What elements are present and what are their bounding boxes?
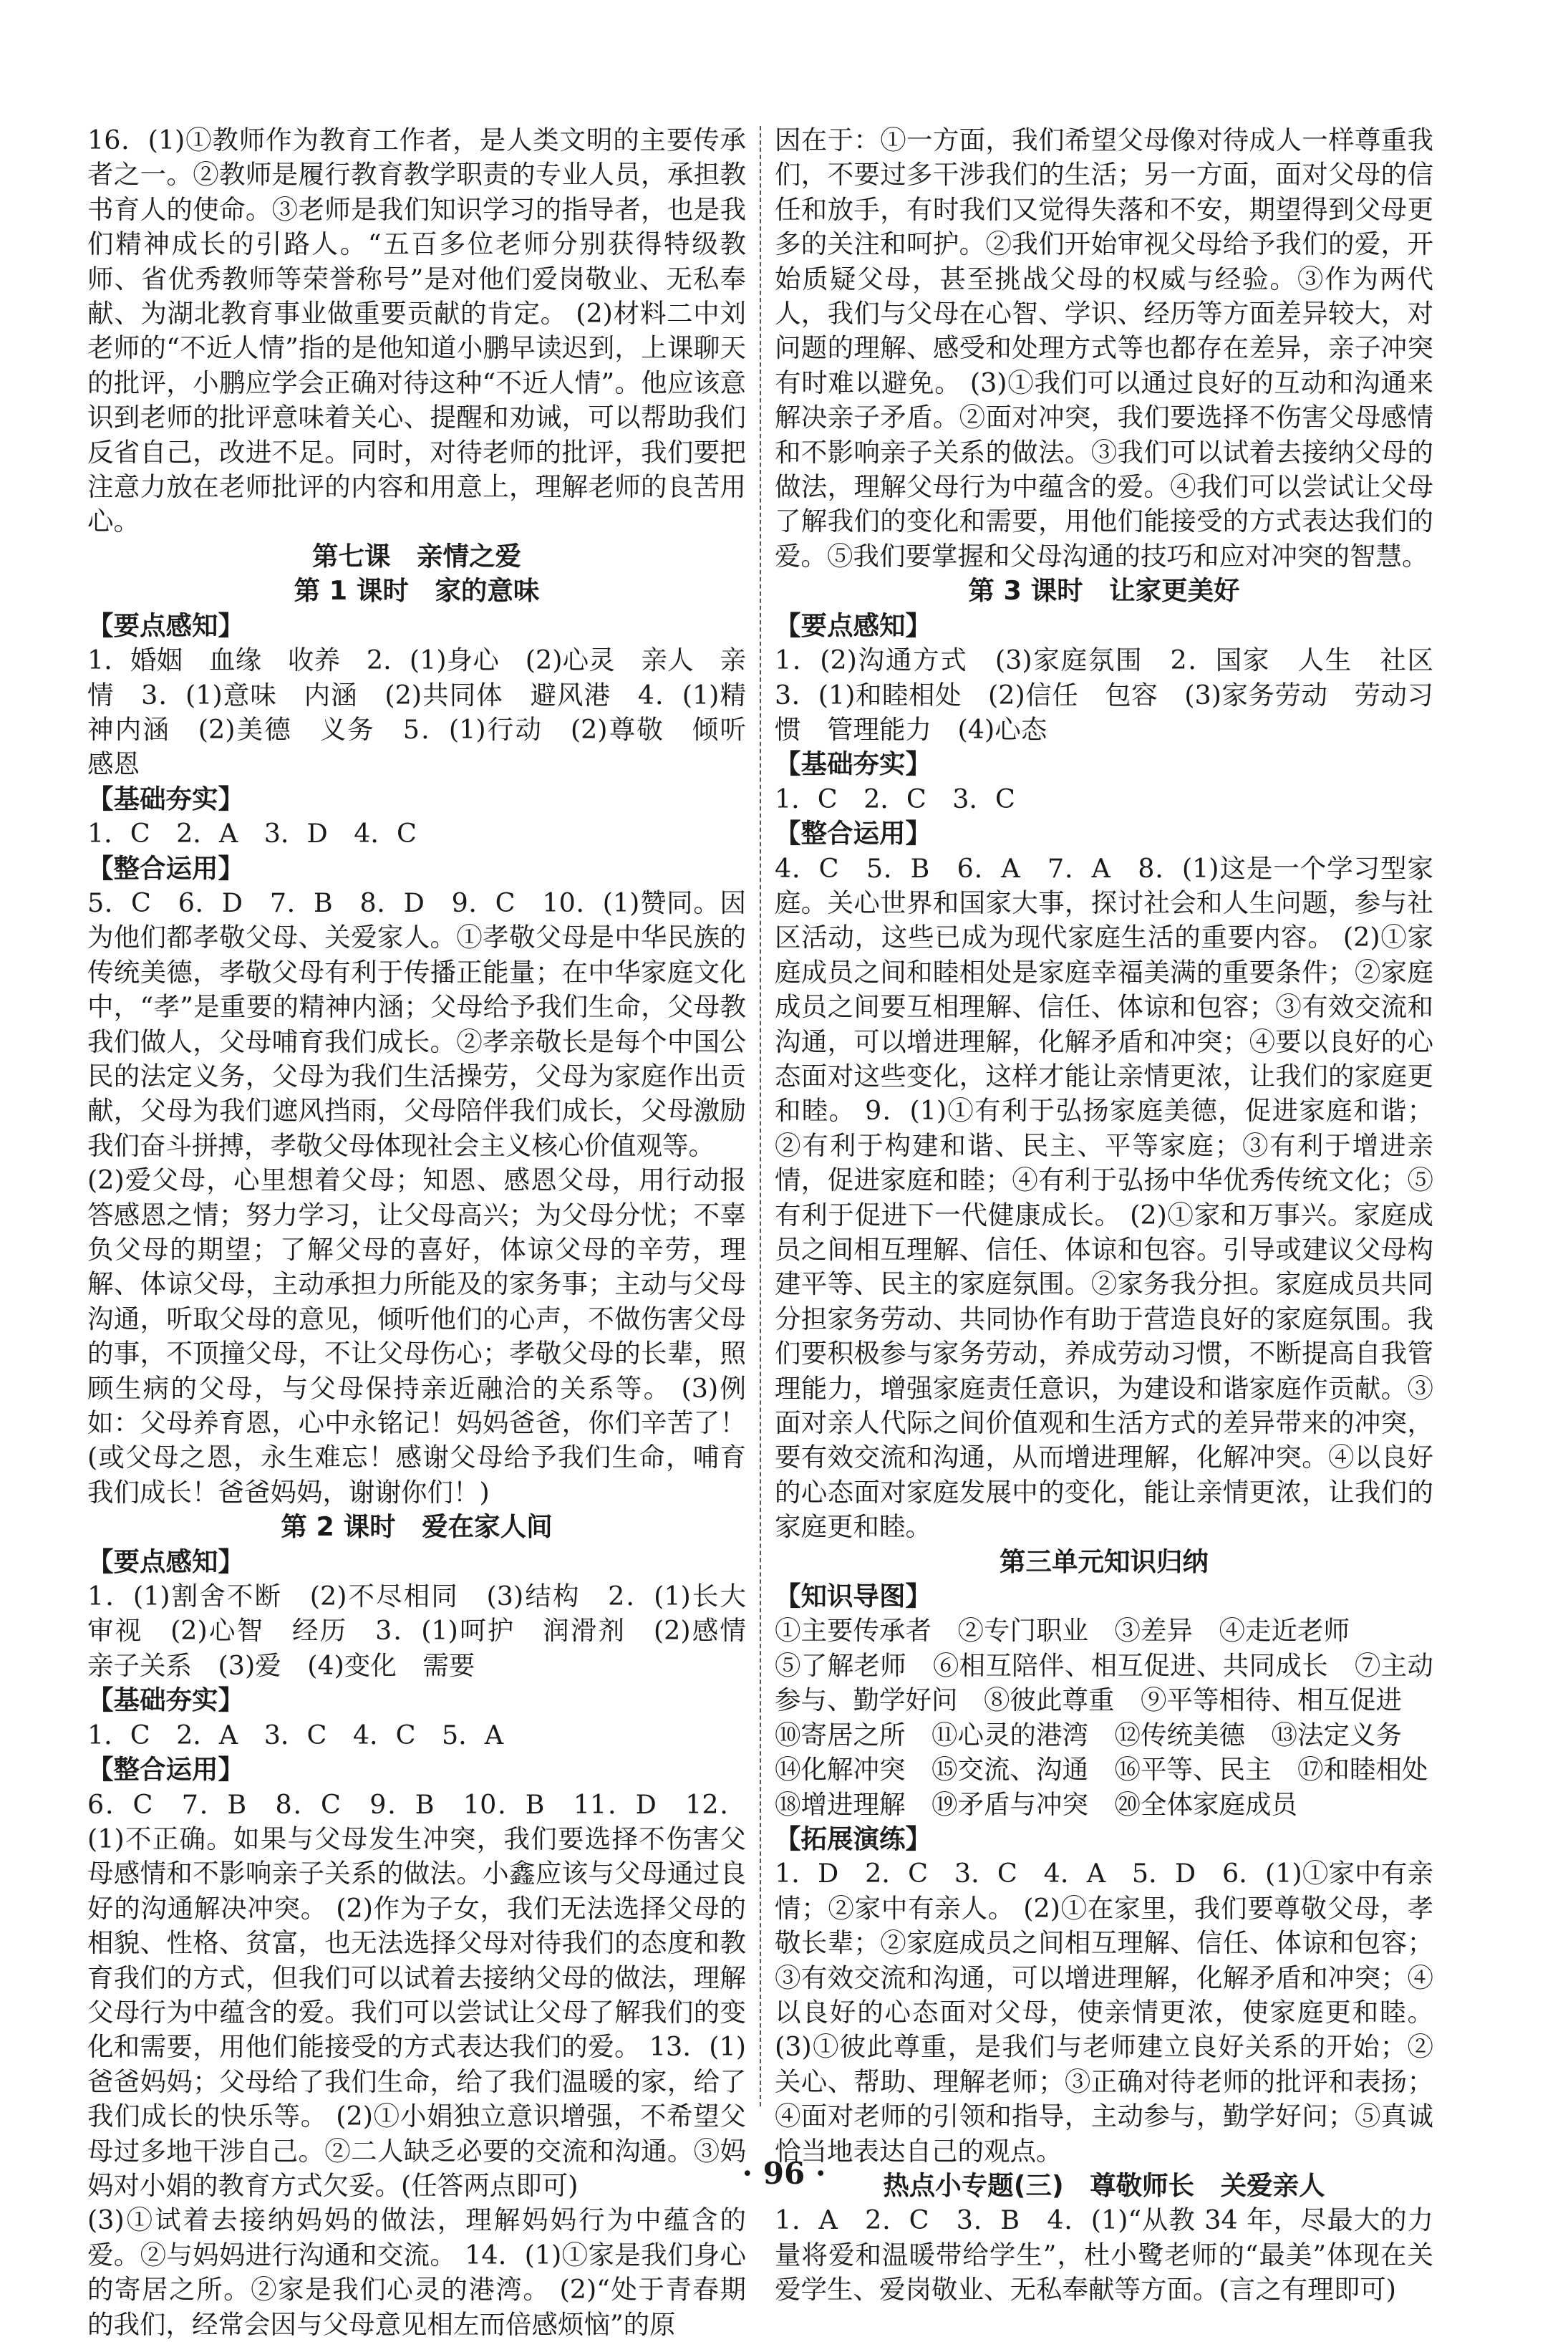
section-heading: 【基础夯实】 <box>775 748 931 780</box>
integrated-answers-cont: (2)爱父母，心里想着父母；知恩、感恩父母，用行动报答感恩之情；努力学习，让父母高兴；为父母分忧；不辜负父母的期望；了解父母的喜好，体谅父母的辛劳，理解、体谅父母，主动承担力所能及的家务事；主动与父母沟通，听取父母的意见，倾听他们的心声，不做伤害父母的事，不顶撞父母，不让父母伤心；孝敬父母的长辈，照顾生病的父母，与父母保持亲近融洽的关系等。 (3)例如：父母养育恩，心中永铭记！妈妈爸爸，你们辛苦了！(或父母之恩，永生难忘！感谢父母给予我们生命，哺育我们成长！爸爸妈妈，谢谢你们！) <box>87 1165 746 1508</box>
hot-topic-answers: 1．A 2．C 3．B 4．(1)“从教 34 年，尽最大的力量将爱和温暖带给学生”，杜小鹭老师的“最美”体现在关爱学生、爱岗敬业、无私奉献等方面。(言之有理即可) <box>775 2204 1433 2305</box>
section-heading: 【基础夯实】 <box>87 1685 244 1716</box>
left-column <box>87 123 773 2342</box>
key-points-answers: 1．(2)沟通方式 (3)家庭氛围 2．国家 人生 社区 3．(1)和睦相处 (2)信任 包容 (3)家务劳动 劳动习惯 管理能力 (4)心态 <box>775 645 1460 745</box>
knowledge-map-line: ⑱增进理解 ⑲矛盾与冲突 ⑳全体家庭成员 <box>775 1788 1297 1820</box>
integrated-answers: 5．C 6．D 7．B 8．D 9．C 10．(1)赞同。因为他们都孝敬父母、关爱家人。①孝敬父母是中华民族的传统美德，孝敬父母有利于传播正能量；在中华家庭文化中，“孝”是重要的精神内涵；父母给予我们生命，父母教我们做人，父母哺育我们成长。②孝亲敬长是每个中国公民的法定义务，父母为我们生活操劳，父母为家庭作出贡献，父母为我们遮风挡雨，父母陪伴我们成长，父母激励我们奋斗拼搏，孝敬父母体现社会主义核心价值观等。 <box>87 887 746 1161</box>
knowledge-map-line: ⑭化解冲突 ⑮交流、沟通 ⑯平等、民主 ⑰和睦相处 <box>775 1754 1428 1786</box>
key-points-answers: 1．(1)割舍不断 (2)不尽相同 (3)结构 2．(1)长大 审视 (2)心智 经历 3．(1)呵护 润滑剂 (2)感情 亲子关系 (3)爱 (4)变化 需要 <box>87 1581 773 1681</box>
unit-3-summary-title: 第三单元知识归纳 <box>1000 1546 1209 1577</box>
basic-answers: 1．C 2．A 3．C 4．C 5．A <box>87 1719 504 1750</box>
answer-continuation: 因在于：①一方面，我们希望父母像对待成人一样尊重我们，不要过多干涉我们的生活；另一方面，面对父母的信任和放手，有时我们又觉得失落和不安，期望得到父母更多的关注和呵护。②我们开始审视父母给予我们的爱，开始质疑父母，甚至挑战父母的权威与经验。③作为两代人，我们与父母在心智、学识、经历等方面差异较大，对问题的理解、感受和处理方式等也都存在差异，亲子冲突有时难以避免。 (3)①我们可以通过良好的互动和沟通来解决亲子矛盾。②面对冲突，我们要选择不伤害父母感情和不影响亲子关系的做法。③我们可以试着去接纳父母的做法，理解父母行为中蕴含的爱。④我们可以尝试让父母了解我们的变化和需要，用他们能接受的方式表达我们的爱。⑤我们要掌握和父母沟通的技巧和应对冲突的智慧。 <box>775 125 1433 572</box>
section-heading: 【整合运用】 <box>87 1754 244 1786</box>
hot-topic-title: 热点小专题(三) 尊敬师长 关爱亲人 <box>883 2169 1325 2201</box>
section-heading: 【要点感知】 <box>87 1546 244 1577</box>
basic-answers: 1．C 2．C 3．C <box>775 783 1015 814</box>
lesson-1-title: 第 1 课时 家的意味 <box>294 575 540 607</box>
key-points-answers: 1．婚姻 血缘 收养 2．(1)身心 (2)心灵 亲人 亲情 3．(1)意味 内涵 (2)共同体 避风港 4．(1)精神内涵 (2)美德 义务 5．(1)行动 (2)尊敬 倾听 感恩 <box>87 645 773 780</box>
lesson-7-title: 第七课 亲情之爱 <box>312 540 521 572</box>
lesson-2-title: 第 2 课时 爱在家人间 <box>281 1511 553 1543</box>
section-heading: 【要点感知】 <box>775 609 931 641</box>
page-number: · 96 · <box>742 2156 826 2191</box>
knowledge-map-line: ⑩寄居之所 ⑪心灵的港湾 ⑫传统美德 ⑬法定义务 <box>775 1719 1402 1750</box>
section-heading: 【知识导图】 <box>775 1581 931 1612</box>
column-divider <box>760 126 761 2106</box>
extension-answers: 1．D 2．C 3．C 4．A 5．D 6．(1)①家中有亲情；②家中有亲人。 (2)①在家里，我们要尊敬父母，孝敬长辈；②家庭成员之间相互理解、信任、体谅和包容；③有效交流和沟通，可以增进理解，化解矛盾和冲突；④以良好的心态面对父母，使亲情更浓，使家庭更和睦。 (3)①彼此尊重，是我们与老师建立良好关系的开始；②关心、帮助、理解老师；③正确对待老师的批评和表扬；④面对老师的引领和指导，主动参与，勤学好问；⑤真诚恰当地表达自己的观点。 <box>775 1858 1433 2167</box>
answer-16: 16．(1)①教师作为教育工作者，是人类文明的主要传承者之一。②教师是履行教育教学职责的专业人员，承担教书育人的使命。③老师是我们知识学习的指导者，也是我们精神成长的引路人。“五百多位老师分别获得特级教师、省优秀教师等荣誉称号”是对他们爱岗敬业、无私奉献、为湖北教育事业做重要贡献的肯定。 (2)材料二中刘老师的“不近人情”指的是他知道小鹏早读迟到，上课聊天的批评，小鹏应学会正确对待这种“不近人情”。他应该意识到老师的批评意味着关心、提醒和劝诫，可以帮助我们反省自己，改进不足。同时，对待老师的批评，我们要把注意力放在老师批评的内容和用意上，理解老师的良苦用心。 <box>87 125 746 537</box>
lesson-3-title: 第 3 课时 让家更美好 <box>968 575 1240 607</box>
right-column <box>775 123 1460 2308</box>
integrated-answers-cont: (3)①试着去接纳妈妈的做法，理解妈妈行为中蕴含的爱。②与妈妈进行沟通和交流。 14．(1)①家是我们身心的寄居之所。②家是我们心灵的港湾。 (2)“处于青春期的我们，经常会因与父母意见相左而倍感烦恼”的原 <box>87 2204 746 2340</box>
section-heading: 【整合运用】 <box>775 818 931 849</box>
knowledge-map-line: ⑤了解老师 ⑥相互陪伴、相互促进、共同成长 ⑦主动参与、勤学好问 ⑧彼此尊重 ⑨平等相待、相互促进 <box>775 1649 1433 1716</box>
integrated-answers: 4．C 5．B 6．A 7．A 8．(1)这是一个学习型家庭。关心世界和国家大事，探讨社会和人生问题，参与社区活动，这些已成为现代家庭生活的重要内容。 (2)①家庭成员之间和睦相处是家庭幸福美满的重要条件；②家庭成员之间要互相理解、信任、体谅和包容；③有效交流和沟通，可以增进理解，化解矛盾和冲突；④要以良好的心态面对这些变化，这样才能让亲情更浓，让我们的家庭更和睦。 9．(1)①有利于弘扬家庭美德，促进家庭和谐；②有利于构建和谐、民主、平等家庭；③有利于增进亲情，促进家庭和睦；④有利于弘扬中华优秀传统文化；⑤有利于促进下一代健康成长。 (2)①家和万事兴。家庭成员之间相互理解、信任、体谅和包容。引导或建议父母构建平等、民主的家庭氛围。②家务我分担。家庭成员共同分担家务劳动、共同协作有助于营造良好的家庭氛围。我们要积极参与家务劳动，养成劳动习惯，不断提高自我管理能力，增强家庭责任意识，为建设和谐家庭作贡献。③面对亲人代际之间价值观和生活方式的差异带来的冲突，要有效交流和沟通，从而增进理解，化解冲突。④以良好的心态面对家庭发展中的变化，能让亲情更浓，让我们的家庭更和睦。 <box>775 852 1433 1543</box>
section-heading: 【拓展演练】 <box>775 1823 931 1854</box>
section-heading: 【整合运用】 <box>87 852 244 884</box>
basic-answers: 1．C 2．A 3．D 4．C <box>87 818 417 849</box>
integrated-answers: 6．C 7．B 8．C 9．B 10．B 11．D 12．(1)不正确。如果与父母发生冲突，我们要选择不伤害父母感情和不影响亲子关系的做法。小鑫应该与父母通过良好的沟通解决冲突。 (2)作为子女，我们无法选择父母的相貌、性格、贫富，也无法选择父母对待我们的态度和教育我们的方式，但我们可以试着去接纳父母的做法，理解父母行为中蕴含的爱。我们可以尝试让父母了解我们的变化和需要，用他们能接受的方式表达我们的爱。 13．(1)爸爸妈妈；父母给了我们生命，给了我们温暖的家，给了我们成长的快乐等。 (2)①小娟独立意识增强，不希望父母过多地干涉自己。②二人缺乏必要的交流和沟通。③妈妈对小娟的教育方式欠妥。(任答两点即可) <box>87 1788 746 2201</box>
knowledge-map-line: ①主要传承者 ②专门职业 ③差异 ④走近老师 <box>775 1615 1350 1647</box>
section-heading: 【要点感知】 <box>87 609 244 641</box>
section-heading: 【基础夯实】 <box>87 783 244 814</box>
